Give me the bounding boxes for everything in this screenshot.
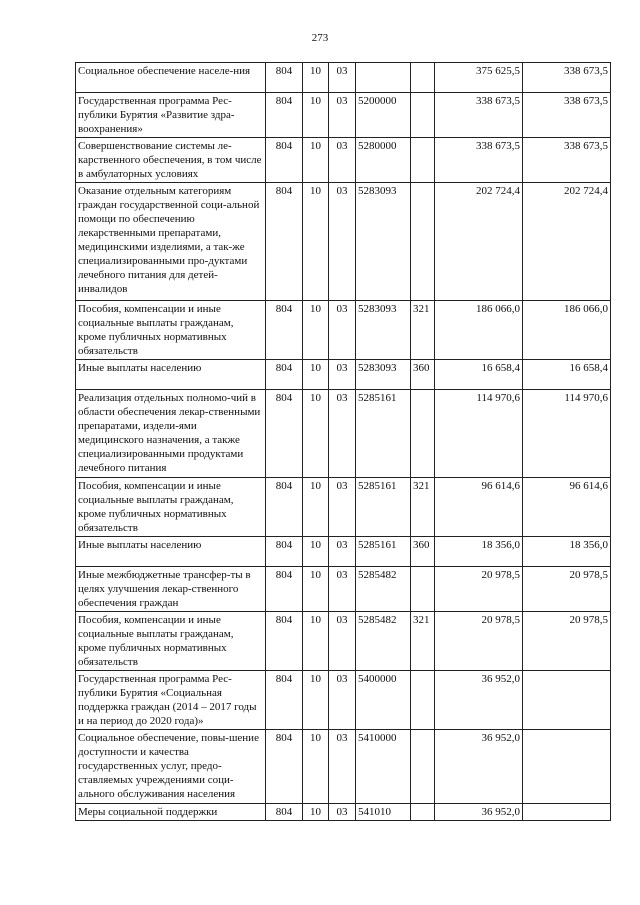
amount-first-cell: 36 952,0 — [435, 804, 523, 821]
expense-type-cell — [411, 63, 435, 93]
amount-second-cell: 96 614,6 — [523, 478, 611, 537]
table-row — [76, 567, 611, 612]
amount-second-cell — [523, 671, 611, 730]
subsection-code-cell: 03 — [329, 671, 356, 730]
subsection-code-cell: 03 — [329, 138, 356, 183]
subsection-code-cell: 03 — [329, 390, 356, 478]
row-name-cell: Государственная программа Рес-публики Бурятия «Социальная поддержка граждан (2014 – 2017 годы и на период до 2020 года)» — [76, 671, 266, 730]
table-row — [76, 93, 611, 138]
section-code-cell: 10 — [303, 360, 329, 390]
row-name-cell: Реализация отдельных полномо-чий в области обеспечения лекар-ственными препаратами, издели-ями медицинского назначения, а также специализированными продуктами лечебного питания — [76, 390, 266, 478]
target-article-cell: 5285482 — [356, 612, 411, 671]
section-code-cell: 10 — [303, 730, 329, 804]
section-code-cell: 10 — [303, 612, 329, 671]
amount-first-cell: 375 625,5 — [435, 63, 523, 93]
target-article-cell: 5410000 — [356, 730, 411, 804]
expense-type-cell — [411, 567, 435, 612]
table-row — [76, 301, 611, 360]
amount-second-cell — [523, 730, 611, 804]
target-article-cell: 5285482 — [356, 567, 411, 612]
amount-first-cell: 186 066,0 — [435, 301, 523, 360]
amount-second-cell: 186 066,0 — [523, 301, 611, 360]
expense-type-cell — [411, 138, 435, 183]
amount-second-cell: 338 673,5 — [523, 93, 611, 138]
target-article-cell: 5283093 — [356, 183, 411, 301]
section-code-cell: 10 — [303, 301, 329, 360]
subsection-code-cell: 03 — [329, 63, 356, 93]
subsection-code-cell: 03 — [329, 93, 356, 138]
row-name-cell: Государственная программа Рес-публики Бурятия «Развитие здра-воохранения» — [76, 93, 266, 138]
expense-type-cell — [411, 93, 435, 138]
ministry-code-cell: 804 — [266, 567, 303, 612]
target-article-cell: 5283093 — [356, 301, 411, 360]
row-name-cell: Иные выплаты населению — [76, 537, 266, 567]
subsection-code-cell: 03 — [329, 360, 356, 390]
section-code-cell: 10 — [303, 63, 329, 93]
row-name-cell: Иные выплаты населению — [76, 360, 266, 390]
ministry-code-cell: 804 — [266, 390, 303, 478]
amount-first-cell: 202 724,4 — [435, 183, 523, 301]
target-article-cell: 5285161 — [356, 478, 411, 537]
amount-second-cell: 202 724,4 — [523, 183, 611, 301]
amount-second-cell: 18 356,0 — [523, 537, 611, 567]
subsection-code-cell: 03 — [329, 183, 356, 301]
ministry-code-cell: 804 — [266, 612, 303, 671]
amount-second-cell: 338 673,5 — [523, 63, 611, 93]
amount-first-cell: 16 658,4 — [435, 360, 523, 390]
ministry-code-cell: 804 — [266, 138, 303, 183]
expense-type-cell — [411, 183, 435, 301]
target-article-cell — [356, 63, 411, 93]
row-name-cell: Пособия, компенсации и иные социальные выплаты гражданам, кроме публичных нормативных обязательств — [76, 612, 266, 671]
row-name-cell: Пособия, компенсации и иные социальные выплаты гражданам, кроме публичных нормативных обязательств — [76, 301, 266, 360]
subsection-code-cell: 03 — [329, 730, 356, 804]
expense-type-cell — [411, 390, 435, 478]
table-row — [76, 183, 611, 301]
ministry-code-cell: 804 — [266, 63, 303, 93]
ministry-code-cell: 804 — [266, 360, 303, 390]
target-article-cell: 5285161 — [356, 390, 411, 478]
ministry-code-cell: 804 — [266, 93, 303, 138]
amount-second-cell: 114 970,6 — [523, 390, 611, 478]
section-code-cell: 10 — [303, 804, 329, 821]
amount-second-cell: 20 978,5 — [523, 567, 611, 612]
row-name-cell: Пособия, компенсации и иные социальные выплаты гражданам, кроме публичных нормативных обязательств — [76, 478, 266, 537]
amount-first-cell: 18 356,0 — [435, 537, 523, 567]
amount-second-cell — [523, 804, 611, 821]
subsection-code-cell: 03 — [329, 612, 356, 671]
expense-type-cell — [411, 671, 435, 730]
expense-type-cell: 321 — [411, 478, 435, 537]
expense-type-cell: 321 — [411, 301, 435, 360]
row-name-cell: Совершенствование системы ле-карственного обеспечения, в том числе в амбулаторных условиях — [76, 138, 266, 183]
subsection-code-cell: 03 — [329, 567, 356, 612]
table-row — [76, 671, 611, 730]
section-code-cell: 10 — [303, 138, 329, 183]
target-article-cell: 541010 — [356, 804, 411, 821]
expense-type-cell — [411, 804, 435, 821]
expense-type-cell — [411, 730, 435, 804]
target-article-cell: 5400000 — [356, 671, 411, 730]
ministry-code-cell: 804 — [266, 671, 303, 730]
section-code-cell: 10 — [303, 537, 329, 567]
expense-type-cell: 360 — [411, 360, 435, 390]
subsection-code-cell: 03 — [329, 537, 356, 567]
subsection-code-cell: 03 — [329, 478, 356, 537]
amount-second-cell: 20 978,5 — [523, 612, 611, 671]
page-number: 273 — [311, 32, 329, 44]
expense-type-cell: 321 — [411, 612, 435, 671]
target-article-cell: 5200000 — [356, 93, 411, 138]
amount-first-cell: 338 673,5 — [435, 138, 523, 183]
budget-table — [75, 62, 611, 821]
target-article-cell: 5283093 — [356, 360, 411, 390]
table-row — [76, 390, 611, 478]
section-code-cell: 10 — [303, 478, 329, 537]
amount-first-cell: 36 952,0 — [435, 730, 523, 804]
section-code-cell: 10 — [303, 567, 329, 612]
row-name-cell: Иные межбюджетные трансфер-ты в целях улучшения лекар-ственного обеспечения граждан — [76, 567, 266, 612]
row-name-cell: Социальное обеспечение населе-ния — [76, 63, 266, 93]
row-name-cell: Социальное обеспечение, повы-шение доступности и качества государственных услуг, предо-ставляемых учреждениями соци-ального обслуживания населения — [76, 730, 266, 804]
section-code-cell: 10 — [303, 671, 329, 730]
amount-second-cell: 16 658,4 — [523, 360, 611, 390]
amount-first-cell: 36 952,0 — [435, 671, 523, 730]
row-name-cell: Оказание отдельным категориям граждан государственной соци-альной помощи по обеспечению лекарственными препаратами, медицинскими изделиями, а так-же специализированными про-дуктами лечебного питания для детей-инвалидов — [76, 183, 266, 301]
target-article-cell: 5280000 — [356, 138, 411, 183]
row-name-cell: Меры социальной поддержки — [76, 804, 266, 821]
table-row — [76, 537, 611, 567]
amount-first-cell: 20 978,5 — [435, 567, 523, 612]
subsection-code-cell: 03 — [329, 804, 356, 821]
table-row — [76, 138, 611, 183]
amount-first-cell: 114 970,6 — [435, 390, 523, 478]
table-row — [76, 478, 611, 537]
ministry-code-cell: 804 — [266, 183, 303, 301]
section-code-cell: 10 — [303, 93, 329, 138]
table-row — [76, 360, 611, 390]
table-body — [76, 63, 611, 821]
section-code-cell: 10 — [303, 183, 329, 301]
subsection-code-cell: 03 — [329, 301, 356, 360]
ministry-code-cell: 804 — [266, 804, 303, 821]
amount-first-cell: 338 673,5 — [435, 93, 523, 138]
table-row — [76, 612, 611, 671]
table-row — [76, 63, 611, 93]
target-article-cell: 5285161 — [356, 537, 411, 567]
amount-second-cell: 338 673,5 — [523, 138, 611, 183]
section-code-cell: 10 — [303, 390, 329, 478]
table-row — [76, 804, 611, 821]
table-row — [76, 730, 611, 804]
ministry-code-cell: 804 — [266, 730, 303, 804]
ministry-code-cell: 804 — [266, 537, 303, 567]
amount-first-cell: 20 978,5 — [435, 612, 523, 671]
amount-first-cell: 96 614,6 — [435, 478, 523, 537]
ministry-code-cell: 804 — [266, 478, 303, 537]
expense-type-cell: 360 — [411, 537, 435, 567]
ministry-code-cell: 804 — [266, 301, 303, 360]
